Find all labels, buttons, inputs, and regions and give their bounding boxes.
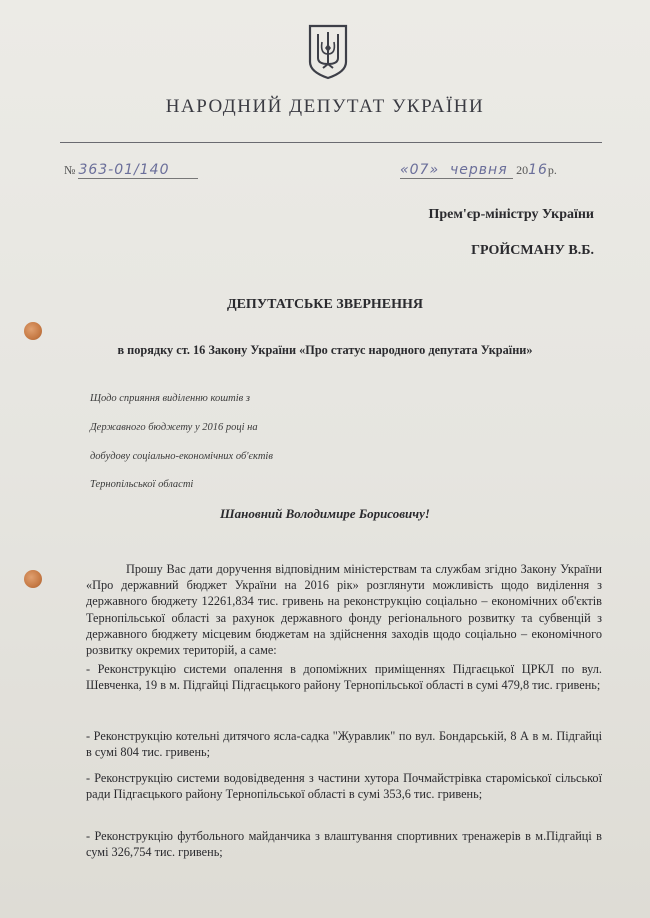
body-intro: Прошу Вас дати доручення відповідним міністерствам та службам згідно Закону України «Про державний бюджет України на 2016 рік» розглянути можливість щодо виділення з державного бюджету 12261,834 тис. гривень на реконструкцію соціально – економічних об'єктів Тернопільської області за рахунок державного фонду регіонального розвитку та субвенцій з державного бюджету місцевим бюджетам на здійснення заходів щодо соціально – економічного розвитку окремих територій, а саме: xyxy=(86,562,602,658)
letterhead-title: НАРОДНИЙ ДЕПУТАТ УКРАЇНИ xyxy=(165,96,485,117)
registration-number-value: 363-01/140 xyxy=(78,162,170,178)
punch-hole xyxy=(24,322,42,340)
header-rule xyxy=(60,142,602,143)
document-type: ДЕПУТАТСЬКЕ ЗВЕРНЕННЯ xyxy=(226,297,424,312)
body-item: - Реконструкцію футбольного майданчика з влаштування спортивних тренажерів в м.Підгайці в сумі 326,754 тис. гривень; xyxy=(86,829,602,860)
body-item: - Реконструкцію системи водовідведення з частини хутора Почмайстрівка староміської сільської ради Підгаєцького району Тернопільської області в сумі 353,6 тис. гривень; xyxy=(86,771,602,802)
punch-hole xyxy=(24,570,42,588)
recipient-position: Прем'єр-міністру України xyxy=(428,207,594,222)
recipient-name: ГРОЙСМАНУ В.Б. xyxy=(471,243,594,258)
body-item: - Реконструкцію системи опалення в допоміжних приміщеннях Підгаєцької ЦРКЛ по вул. Шевченка, 19 в м. Підгайці Підгаєцького району Тернопільської області в сумі 479,8 тис. гривень; xyxy=(86,662,602,693)
subject-line: Тернопільської області xyxy=(90,479,194,490)
date-day: 07 xyxy=(409,162,430,178)
registration-number: № 363-01/140 xyxy=(64,162,198,179)
date-year: 16 xyxy=(528,162,548,178)
document-basis: в порядку ст. 16 Закону України «Про статус народного депутата України» xyxy=(117,343,533,357)
letter-date: «07» червня 2016р. xyxy=(400,162,557,178)
subject-line: Щодо сприяння виділенню коштів з xyxy=(90,393,250,404)
subject-line: добудову соціально-економічних об'єктів xyxy=(90,451,273,462)
subject-line: Державного бюджету у 2016 році на xyxy=(90,422,258,433)
date-month: червня xyxy=(450,162,508,178)
body-item: - Реконструкцію котельні дитячого ясла-садка "Журавлик" по вул. Бондарській, 8 А в м. Підгайці в сумі 804 тис. гривень; xyxy=(86,729,602,760)
greeting: Шановний Володимире Борисовичу! xyxy=(220,506,430,521)
trident-icon xyxy=(306,22,350,80)
